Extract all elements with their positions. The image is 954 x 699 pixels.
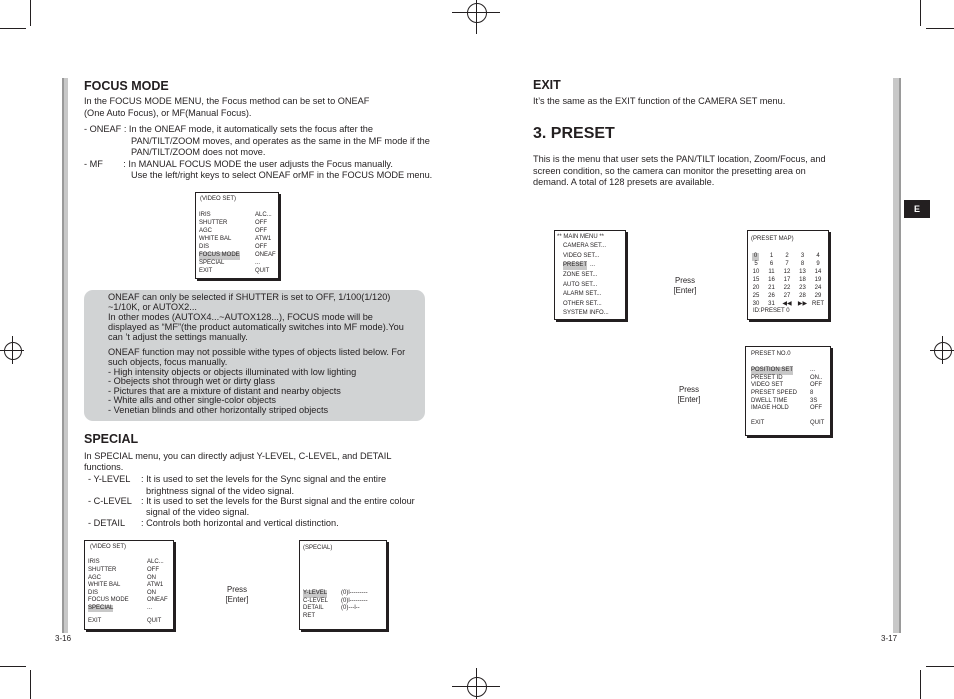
- menu-value: ...: [147, 604, 153, 611]
- preset-map-cell: 18: [799, 277, 806, 283]
- menu-item: VIDEO SET...: [563, 252, 600, 259]
- menu-label: DIS: [88, 589, 99, 596]
- preset-map-cell: 7: [785, 261, 789, 267]
- preset-map-cell: 23: [799, 285, 806, 291]
- focus-mode-heading: FOCUS MODE: [84, 79, 169, 93]
- oneaf-description: PAN/TILT/ZOOM does not move.: [131, 147, 266, 157]
- menu-label: SHUTTER: [199, 220, 228, 226]
- preset-description: screen condition, so the camera can monitor the presetting area on: [533, 165, 806, 176]
- preset-map-cell: 6: [769, 261, 774, 267]
- menu-title: ** MAIN MENU **: [557, 234, 605, 240]
- menu-label: IMAGE HOLD: [751, 405, 789, 411]
- menu-item: ZONE SET...: [563, 272, 598, 278]
- menu-label: EXIT: [88, 618, 102, 624]
- preset-map-cell: 15: [752, 277, 760, 283]
- crop-mark: [920, 0, 921, 26]
- preset-map-cell: 29: [814, 293, 822, 299]
- preset-map-cell: ◀◀: [782, 301, 792, 307]
- preset-map-grid: [749, 253, 827, 309]
- menu-item: AUTO SET...: [563, 281, 598, 288]
- y-level-description: brightness signal of the video signal.: [146, 485, 295, 496]
- note-line: - High intensity objects or objects illuminated with low lighting: [108, 366, 357, 377]
- press-enter-label: [669, 385, 709, 405]
- crop-mark: [30, 670, 31, 699]
- note-line: such objects, focus manually.: [108, 357, 228, 367]
- focus-mode-intro: (One Auto Focus), or MF(Manual Focus).: [84, 108, 252, 118]
- preset-map-cell: 17: [783, 277, 791, 283]
- preset-map-cell: RET: [812, 301, 824, 307]
- note-line: - Pictures that are a mixture of distant and nearby objects: [108, 385, 341, 396]
- preset-map-cell: 22: [783, 285, 791, 291]
- registration-mark: [476, 0, 477, 34]
- menu-value: ONEAF: [147, 597, 168, 603]
- menu-item: ALARM SET...: [563, 291, 602, 297]
- registration-mark: [467, 677, 487, 697]
- menu-label: WHITE BAL: [199, 236, 232, 242]
- crop-mark: [920, 670, 921, 699]
- press-text: Press: [227, 585, 247, 594]
- page-edge-bar: [899, 78, 901, 633]
- menu-value: OFF: [255, 244, 267, 250]
- menu-value: ALC...: [255, 212, 272, 218]
- note-line: can ’t adjust the settings manually.: [108, 332, 248, 342]
- menu-label-selected: Y-LEVEL: [303, 590, 328, 596]
- note-line: ~1/10K, or AUTOX2...: [108, 302, 197, 312]
- registration-mark: [467, 3, 487, 23]
- menu-value: OFF: [255, 228, 267, 234]
- preset-map-cell: 27: [783, 293, 791, 299]
- press-text: Press: [675, 276, 695, 285]
- preset-map-cell: 30: [752, 301, 760, 307]
- menu-label-selected: SPECIAL: [88, 604, 114, 611]
- menu-value: 8: [810, 390, 814, 396]
- c-level-description: : It is used to set the levels for the Burst signal and the entire colour: [141, 495, 415, 506]
- menu-item-selected: PRESET: [563, 262, 588, 268]
- preset-map-cell: 21: [768, 285, 775, 291]
- preset-map-cell: 5: [754, 261, 758, 267]
- preset-map-cell: 3: [800, 253, 805, 259]
- preset-map-cell: 19: [814, 277, 822, 283]
- preset-map-cell: ▶▶: [797, 301, 808, 307]
- enter-text: [Enter]: [225, 595, 249, 604]
- preset-map-menu: [747, 230, 829, 320]
- preset-map-cell: 10: [752, 269, 760, 275]
- menu-title: (PRESET MAP): [751, 236, 794, 242]
- menu-label: IRIS: [88, 559, 100, 565]
- menu-value: (0)---l--: [341, 605, 360, 611]
- preset-map-cell: 9: [816, 261, 820, 267]
- menu-item-suffix: ...: [590, 262, 596, 268]
- crop-mark: [0, 666, 26, 667]
- preset-heading: 3. PRESET: [533, 125, 615, 142]
- preset-map-cell: 26: [768, 293, 775, 299]
- mf-description: - MF : In MANUAL FOCUS MODE the user adjusts the Focus manually.: [84, 158, 393, 169]
- main-menu: [554, 230, 626, 320]
- note-line: - White alls and other single-color objects: [108, 395, 277, 405]
- menu-label: EXIT: [199, 268, 213, 274]
- menu-value: (0)l---------: [341, 590, 368, 596]
- registration-mark: [12, 336, 13, 364]
- note-line: displayed as “MF”(the product automatically switches into MF mode).You: [108, 322, 404, 332]
- menu-title: (VIDEO SET): [200, 196, 237, 202]
- detail-description: : Controls both horizontal and vertical distinction.: [141, 518, 339, 528]
- menu-label: DWELL TIME: [751, 397, 788, 404]
- registration-mark: [942, 336, 943, 364]
- video-set-menu: [84, 540, 174, 630]
- press-enter-label: [665, 276, 705, 296]
- menu-label: DETAIL: [303, 605, 324, 611]
- menu-label: AGC: [88, 574, 102, 581]
- menu-item: OTHER SET...: [563, 300, 602, 307]
- menu-label: SPECIAL: [199, 260, 225, 266]
- press-text: Press: [679, 385, 699, 394]
- menu-label: WHITE BAL: [88, 582, 121, 588]
- preset-number-menu: [745, 346, 831, 436]
- menu-label: IRIS: [199, 212, 211, 218]
- section-tab: E: [904, 200, 930, 218]
- crop-mark: [926, 28, 954, 29]
- menu-label: AGC: [199, 228, 213, 234]
- preset-map-cell: 28: [799, 293, 806, 299]
- preset-map-cell: 16: [768, 277, 775, 283]
- menu-value: OFF: [255, 220, 267, 226]
- video-set-menu: [195, 192, 279, 279]
- preset-description: demand. A total of 128 presets are available.: [533, 177, 715, 187]
- preset-map-cell: 1: [769, 253, 774, 259]
- menu-value: ...: [810, 367, 816, 373]
- registration-mark: [4, 342, 22, 360]
- note-line: ONEAF function may not possible withe types of objects listed below. For: [108, 347, 406, 357]
- preset-map-cell: 31: [768, 301, 775, 307]
- crop-mark: [926, 666, 954, 667]
- detail-label: - DETAIL: [88, 518, 126, 528]
- menu-value: (0)l---------: [341, 597, 368, 604]
- note-line: In other modes (AUTOX4...~AUTOX128...), FOCUS mode will be: [108, 312, 373, 322]
- menu-value: OFF: [810, 405, 822, 411]
- page-number: 3-17: [881, 634, 898, 643]
- enter-text: [Enter]: [673, 286, 697, 295]
- menu-value: QUIT: [810, 420, 825, 426]
- note-line: ONEAF can only be selected if SHUTTER is set to OFF, 1/100(1/120): [108, 292, 391, 302]
- menu-value: ATW1: [255, 236, 272, 242]
- preset-map-cell: 0: [753, 253, 758, 259]
- note-box: [84, 290, 425, 421]
- focus-mode-intro: In the FOCUS MODE MENU, the Focus method can be set to ONEAF: [84, 96, 370, 106]
- y-level-description: : It is used to set the levels for the Sync signal and the entire: [141, 474, 387, 484]
- preset-map-cell: 4: [816, 253, 820, 259]
- oneaf-description: PAN/TILT/ZOOM moves, and operates as the same in the MF mode if the: [131, 135, 430, 146]
- menu-item: SYSTEM INFO...: [563, 310, 609, 316]
- menu-label-selected: FOCUS MODE: [199, 252, 240, 258]
- menu-value: ON: [147, 574, 156, 581]
- menu-label: C-LEVEL: [303, 597, 329, 604]
- menu-label: RET: [303, 612, 315, 619]
- menu-label: PRESET SPEED: [751, 390, 797, 396]
- menu-label: PRESET ID: [751, 374, 783, 381]
- preset-map-cell: 24: [814, 285, 822, 291]
- page-number: 3-16: [55, 634, 72, 643]
- menu-title: (SPECIAL): [303, 545, 333, 551]
- preset-map-cell: 13: [799, 269, 806, 275]
- note-line: - Venetian blinds and other horizontally striped objects: [108, 404, 329, 415]
- menu-value: ...: [255, 260, 261, 266]
- registration-mark: [934, 342, 952, 360]
- menu-value: ON..: [810, 374, 823, 381]
- crop-mark: [0, 28, 26, 29]
- menu-value: 3S: [810, 397, 818, 404]
- exit-description: It’s the same as the EXIT function of the CAMERA SET menu.: [533, 96, 786, 106]
- menu-value: OFF: [147, 567, 159, 573]
- menu-value: ALC...: [147, 559, 164, 565]
- preset-map-cell: 8: [800, 261, 805, 267]
- exit-heading: EXIT: [533, 78, 561, 92]
- c-level-description: signal of the video signal.: [146, 507, 250, 517]
- menu-label: EXIT: [751, 420, 765, 426]
- preset-map-cell: 11: [768, 269, 775, 275]
- page-edge-bar: [62, 78, 64, 633]
- preset-map-cell: 2: [785, 253, 789, 259]
- note-line: - Obejects shot through wet or dirty glass: [108, 376, 275, 386]
- menu-label-selected: POSITION SET: [751, 367, 794, 373]
- menu-value: QUIT: [147, 618, 162, 624]
- preset-map-cell: 12: [783, 269, 791, 275]
- menu-title: (VIDEO SET): [90, 544, 127, 550]
- c-level-label: - C-LEVEL: [88, 495, 132, 506]
- preset-map-cell: 25: [752, 293, 760, 299]
- preset-map-cell: 20: [752, 285, 760, 291]
- crop-mark: [30, 0, 31, 26]
- press-enter-label: [217, 585, 257, 605]
- preset-description: This is the menu that user sets the PAN/TILT location, Zoom/Focus, and: [533, 154, 826, 164]
- menu-title: PRESET NO.0: [751, 351, 791, 357]
- menu-label: DIS: [199, 244, 210, 250]
- menu-value: QUIT: [255, 268, 270, 274]
- mf-description: Use the left/right keys to select ONEAF orMF in the FOCUS MODE menu.: [131, 170, 433, 180]
- preset-map-cell: 14: [814, 269, 822, 275]
- menu-label: SHUTTER: [88, 567, 117, 573]
- special-heading: SPECIAL: [84, 432, 139, 446]
- menu-value: ON: [147, 589, 156, 596]
- enter-text: [Enter]: [677, 395, 701, 404]
- menu-label: FOCUS MODE: [88, 597, 129, 603]
- preset-map-footer: ID:PRESET 0: [753, 308, 790, 314]
- menu-value: ATW1: [147, 582, 164, 588]
- oneaf-description: - ONEAF : In the ONEAF mode, it automatically sets the focus after the: [84, 124, 374, 134]
- menu-item: CAMERA SET...: [563, 243, 607, 249]
- special-menu: [299, 540, 387, 630]
- menu-value: ONEAF: [255, 252, 276, 258]
- registration-mark: [476, 668, 477, 699]
- special-intro: functions.: [84, 462, 124, 472]
- menu-label: VIDEO SET: [751, 382, 784, 388]
- menu-value: OFF: [810, 382, 822, 388]
- special-intro: In SPECIAL menu, you can directly adjust Y-LEVEL, C-LEVEL, and DETAIL: [84, 451, 392, 461]
- y-level-label: - Y-LEVEL: [88, 474, 131, 484]
